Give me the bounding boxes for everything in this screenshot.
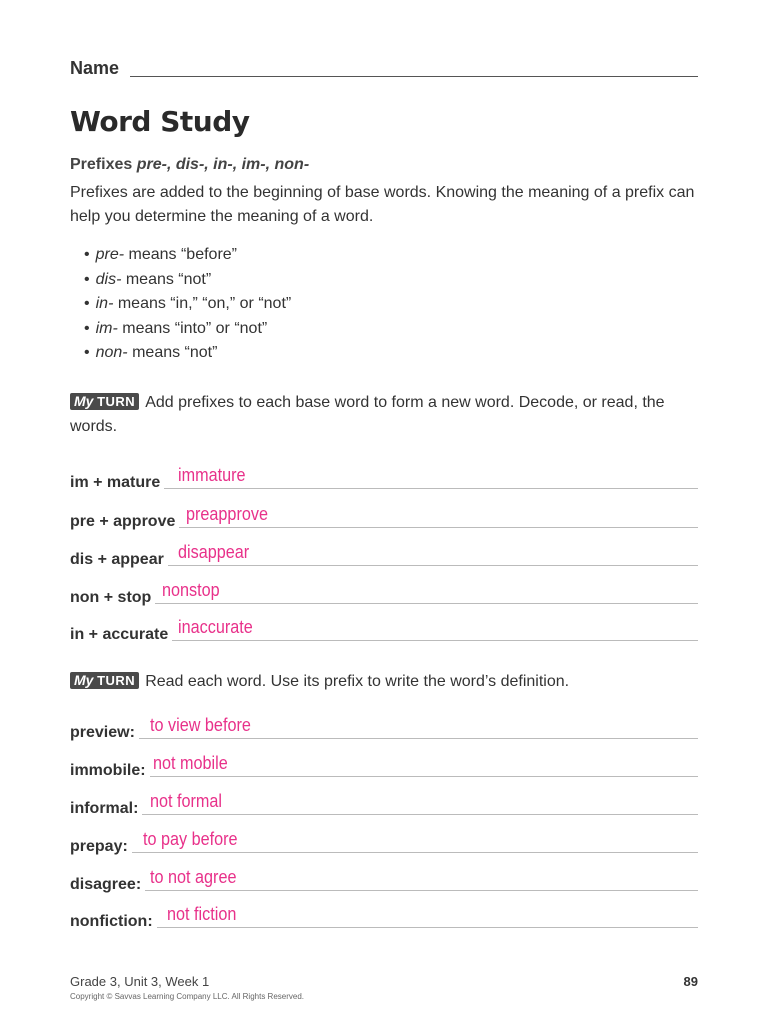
handwritten-answer[interactable]: not formal: [150, 791, 223, 811]
bullet-prefix: im-: [95, 319, 118, 337]
prefix-meaning-list: [84, 243, 291, 366]
answer-line[interactable]: [70, 890, 698, 891]
definition-row: [70, 830, 698, 856]
word-build-row: [70, 618, 698, 644]
answer-line[interactable]: [70, 738, 698, 739]
bullet-prefix: pre-: [95, 246, 125, 263]
handwritten-answer[interactable]: to view before: [150, 715, 251, 735]
name-field-row: [70, 58, 698, 80]
row-label: immobile:: [70, 762, 150, 780]
row-label: dis + appear: [70, 551, 168, 569]
answer-line[interactable]: [70, 603, 698, 604]
list-item: • pre- means “before”: [84, 246, 237, 263]
answer-line[interactable]: [70, 814, 698, 815]
row-label: non + stop: [70, 589, 155, 607]
row-label: in + accurate: [70, 626, 172, 644]
subheading-prefixes: pre-, dis-, in-, im-, non-: [136, 156, 310, 173]
page-number: 89: [683, 974, 698, 989]
intro-paragraph: Prefixes are added to the beginning of base words. Knowing the meaning of a prefix can help you determine the meaning of a word.: [70, 184, 695, 225]
row-label: informal:: [70, 800, 142, 818]
list-item: • non- means “not”: [84, 344, 218, 361]
list-item: • in- means “in,” “on,” or “not”: [84, 295, 292, 312]
my-turn-instruction-1: [70, 391, 710, 439]
my-turn-instruction-2: [70, 670, 710, 694]
row-label: pre + approve: [70, 513, 179, 531]
bullet-prefix: dis-: [95, 270, 122, 288]
name-label: Name: [70, 58, 120, 78]
my-turn-badge: My TURN: [70, 672, 139, 689]
handwritten-answer[interactable]: nonstop: [162, 580, 220, 600]
answer-line[interactable]: [70, 852, 698, 853]
answer-line[interactable]: [70, 776, 698, 777]
definition-row: [70, 792, 698, 818]
subheading-lead: Prefixes: [70, 156, 137, 173]
bullet-meaning: means “not”: [127, 344, 218, 361]
definition-row: [70, 754, 698, 780]
handwritten-answer[interactable]: preapprove: [186, 504, 268, 524]
bullet-prefix: non-: [95, 344, 128, 361]
bullet-meaning: means “in,” “on,” or “not”: [113, 295, 292, 312]
handwritten-answer[interactable]: inaccurate: [178, 617, 253, 637]
handwritten-answer[interactable]: not mobile: [153, 753, 228, 773]
lesson-subheading: [70, 156, 309, 174]
row-label: im + mature: [70, 474, 164, 492]
definition-row: [70, 905, 698, 931]
footer-unit: Grade 3, Unit 3, Week 1: [70, 974, 210, 989]
word-build-row: [70, 466, 698, 492]
my-turn-badge: My TURN: [70, 393, 139, 410]
bullet-meaning: means “not”: [121, 270, 212, 288]
definition-row: [70, 868, 698, 894]
word-build-row: [70, 581, 698, 607]
list-item: • im- means “into” or “not”: [84, 319, 268, 337]
bullet-meaning: means “before”: [124, 246, 237, 263]
bullet-prefix: in-: [95, 295, 114, 312]
word-build-row: [70, 505, 698, 531]
handwritten-answer[interactable]: immature: [178, 465, 246, 485]
row-label: nonfiction:: [70, 913, 157, 931]
page-title: Word Study: [70, 105, 250, 138]
answer-line[interactable]: [70, 927, 698, 928]
handwritten-answer[interactable]: disappear: [178, 542, 250, 562]
list-item: • dis- means “not”: [84, 270, 212, 288]
word-build-row: [70, 543, 698, 569]
instruction-text: Read each word. Use its prefix to write the word’s definition.: [145, 673, 570, 690]
handwritten-answer[interactable]: to pay before: [143, 829, 238, 849]
row-label: prepay:: [70, 838, 132, 856]
copyright-notice: Copyright © Savvas Learning Company LLC. All Rights Reserved.: [70, 992, 305, 1001]
handwritten-answer[interactable]: to not agree: [150, 867, 237, 887]
instruction-text: Add prefixes to each base word to form a new word. Decode, or read, the words.: [70, 394, 665, 435]
bullet-meaning: means “into” or “not”: [117, 319, 268, 337]
row-label: preview:: [70, 724, 139, 742]
row-label: disagree:: [70, 876, 145, 894]
handwritten-answer[interactable]: not fiction: [167, 904, 237, 924]
definition-row: [70, 716, 698, 742]
name-write-line[interactable]: [130, 76, 698, 77]
